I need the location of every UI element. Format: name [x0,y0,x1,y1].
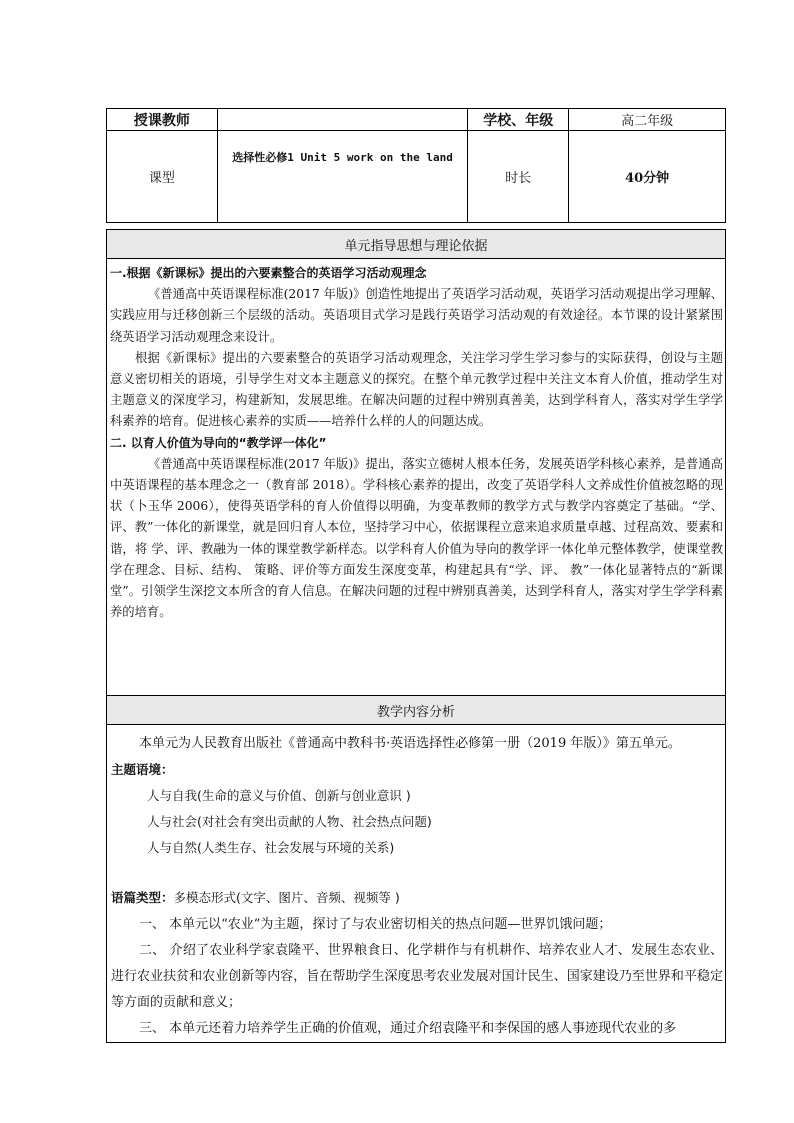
lesson-plan-table [106,229,726,1043]
lesson-info-table [106,108,726,223]
genre-line [111,885,723,912]
teacher-label: 授课教师 [107,109,218,131]
genre-label: 语篇类型： [111,890,174,905]
theme-item: 人与自然(人类生存、社会发展与环境的关系) [147,840,395,855]
teacher-value [217,109,468,131]
guiding-ideas-content [107,259,726,696]
analysis-item: 一、 本单元以“农业”为主题，探讨了与农业密切相关的热点问题—世界饥饿问题； [139,917,612,932]
content-analysis-body [107,725,726,1043]
section-heading-guiding-ideas: 单元指导思想与理论依据 [107,230,726,259]
analysis-item: 三、 本单元还着力培养学生正确的价值观，通过介绍袁隆平和李保国的感人事迹现代农业的多 [139,1021,677,1036]
unit-intro: 本单元为人民教育出版社《普通高中教科书·英语选择性必修第一册（2019 年版）》第五单元。 [139,736,681,751]
duration-label: 时长 [468,131,569,223]
subheading-activity-view: 一.根据《新课标》提出的六要素整合的英语学习活动观理念 [110,266,427,280]
genre-value: 多模态形式(文字、图片、音频、视频等 ) [173,890,400,905]
subheading-teaching-evaluation: 二. 以育人价值为导向的“教学评一体化” [110,435,327,450]
school-grade-value: 高二年级 [569,109,726,131]
lesson-type-label: 课型 [107,131,218,223]
theme-context-label: 主题语境： [111,762,174,777]
section-heading-content-analysis: 教学内容分析 [107,696,726,725]
analysis-item: 二、 介绍了农业科学家袁隆平、世界粮食日、化学耕作与有机耕作、培养农业人才、发展生态农业、进行农业扶贫和农业创新等内容，旨在帮助学生深度思考农业发展对国计民生、国家建设乃至世界和平稳定等方面的贡献和意义； [111,943,723,1010]
paragraph: 根据《新课标》提出的六要素整合的英语学习活动观理念，关注学习学生学习参与的实际获得，创设与主题意义密切相关的语境，引导学生对文本主题意义的探究。在整个单元教学过程中关注文本育人价值，推动学生对主题意义的深度学习，构建新知，发展思维。在解决问题的过程中辨别真善美，达到学科育人，落实对学生学学科素养的培育。促进核心素养的实质——培养什么样的人的问题达成。 [110,350,723,429]
lesson-type-value: 选择性必修1 Unit 5 work on the land [217,131,468,223]
school-grade-label: 学校、年级 [468,109,569,131]
theme-item: 人与社会(对社会有突出贡献的人物、社会热点问题) [147,814,432,829]
theme-item: 人与自我(生命的意义与价值、创新与创业意识 ) [147,788,411,803]
paragraph: 《普通高中英语课程标准(2017 年版)》创造性地提出了英语学习活动观，英语学习活动观提出学习理解、实践应用与迁移创新三个层级的活动。英语项目式学习是践行英语学习活动观的有效途径。本节课的设计紧紧围绕英语学习活动观理念来设计。 [110,287,723,344]
duration-value: 40分钟 [569,131,726,223]
paragraph: 《普通高中英语课程标准(2017 年版)》提出，落实立德树人根本任务，发展英语学科核心素养，是普通高中英语课程的基本理念之一（教育部 2018）。学科核心素养的提出，改变了英语学科人文养成性价值被忽略的现状（卜玉华 2006），使得英语学科的育人价值得以明确，为变革教师的教学方式与教学内容奠定了基础。“学、评、教”一体化的新课堂，就是回归育人本位，坚持学习中心，依据课程立意来追求质量卓越、过程高效、要素和谐，将 学、评、教融为一体的课堂教学新样态。以学科育人价值为导向的教学评一体化单元整体教学，使课堂教学在理念、目标、结构、 策略、评价等方面发生深度变革，构建起具有“学、评、 教”一体化显著特点的“新课堂”。引领学生深挖文本所含的育人信息。在解决问题的过程中辨别真善美，达到学科育人，落实对学生学学科素养的培育。 [110,456,723,620]
